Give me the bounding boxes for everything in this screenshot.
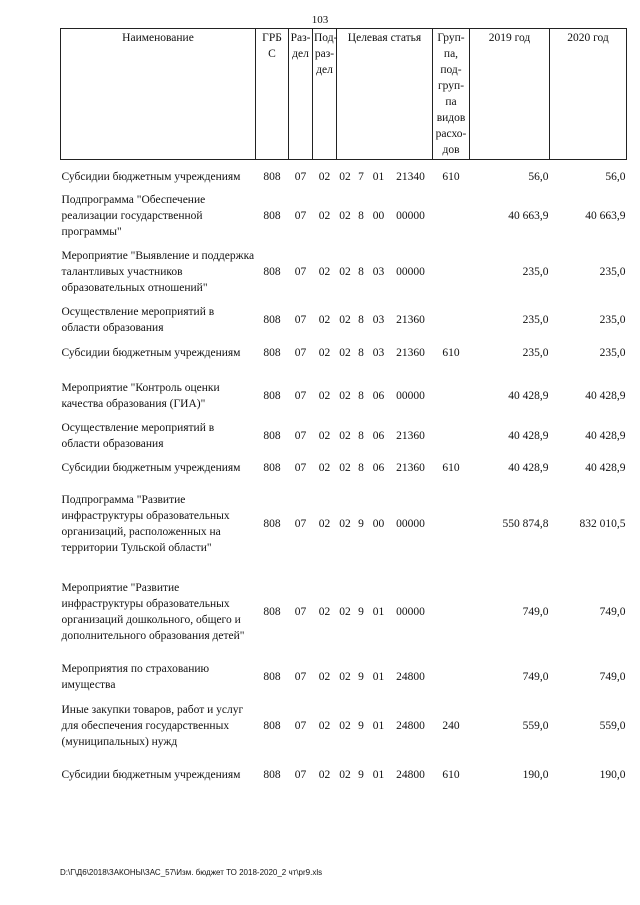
row-podrazdel: 02	[318, 265, 331, 278]
row-grbs: 808	[263, 170, 281, 183]
row-value-2019: 40 428,9	[508, 389, 549, 402]
row-value-2020: 235,0	[599, 346, 626, 359]
header-podrazdel: Под- раз- дел	[313, 29, 337, 160]
row-name: Иные закупки товаров, работ и услуг для обеспечения государственных (муниципальных) нужд	[61, 703, 244, 748]
row-razdel: 07	[294, 170, 307, 183]
row-expense-group	[433, 304, 470, 336]
row-podrazdel: 02	[318, 209, 331, 222]
row-name: Подпрограмма "Обеспечение реализации государственной программы"	[61, 193, 206, 238]
row-target-code: 00000	[396, 209, 425, 222]
header-2020: 2020 год	[550, 29, 627, 160]
row-grbs: 808	[263, 517, 281, 530]
row-value-2020: 749,0	[599, 605, 626, 618]
row-target-subprogram: 9	[358, 517, 364, 530]
table-row	[61, 660, 627, 694]
row-expense-group	[433, 660, 470, 694]
row-target-event: 01	[372, 719, 385, 732]
header-razdel: Раз- дел	[289, 29, 313, 160]
row-grbs: 808	[263, 670, 281, 683]
row-value-2020: 235,0	[599, 313, 626, 326]
row-podrazdel: 02	[318, 461, 331, 474]
row-value-2020: 832 010,5	[579, 517, 626, 530]
row-value-2019: 559,0	[522, 719, 549, 732]
row-value-2019: 40 428,9	[508, 429, 549, 442]
header-name: Наименование	[61, 29, 256, 160]
table-row	[61, 758, 627, 792]
table-row	[61, 192, 627, 240]
header-group: Груп- па, под- груп- па видов расхо- дов	[433, 29, 470, 160]
row-name: Субсидии бюджетным учреждениям	[61, 461, 241, 474]
row-target-subprogram: 8	[358, 429, 364, 442]
row-value-2020: 40 428,9	[585, 389, 626, 402]
row-target-event: 03	[372, 313, 385, 326]
row-target-code: 00000	[396, 389, 425, 402]
row-podrazdel: 02	[318, 429, 331, 442]
row-target-subprogram: 8	[358, 209, 364, 222]
row-target-program: 02	[339, 346, 351, 359]
row-target-subprogram: 9	[358, 768, 364, 781]
row-razdel: 07	[294, 346, 307, 359]
row-value-2020: 56,0	[605, 170, 626, 183]
row-value-2019: 190,0	[522, 768, 549, 781]
row-target-event: 06	[372, 389, 385, 402]
row-name: Осуществление мероприятий в области образования	[61, 305, 215, 334]
row-name: Мероприятие "Развитие инфраструктуры образовательных организаций дошкольного, общего и дополнительного образования детей"	[61, 581, 245, 642]
header-target: Целевая статья	[337, 29, 433, 160]
row-value-2019: 235,0	[522, 313, 549, 326]
table-header	[61, 29, 627, 160]
row-podrazdel: 02	[318, 313, 331, 326]
header-2019: 2019 год	[470, 29, 550, 160]
row-value-2019: 40 663,9	[508, 209, 549, 222]
row-grbs: 808	[263, 768, 281, 781]
row-grbs: 808	[263, 429, 281, 442]
table-row	[61, 240, 627, 304]
row-value-2019: 749,0	[522, 670, 549, 683]
row-target-subprogram: 7	[358, 170, 364, 183]
row-target-code: 00000	[396, 265, 425, 278]
row-target-event: 01	[372, 170, 385, 183]
row-value-2019: 235,0	[522, 265, 549, 278]
row-name: Субсидии бюджетным учреждениям	[61, 768, 241, 781]
row-name: Подпрограмма "Развитие инфраструктуры образовательных организаций, расположенных на территории Тульской области"	[61, 493, 230, 554]
row-razdel: 07	[294, 768, 307, 781]
row-grbs: 808	[263, 389, 281, 402]
row-podrazdel: 02	[318, 605, 331, 618]
row-expense-group: 610	[442, 461, 460, 474]
row-podrazdel: 02	[318, 517, 331, 530]
row-grbs: 808	[263, 313, 281, 326]
page-number: 103	[311, 14, 329, 26]
table-row	[61, 414, 627, 452]
table-row	[61, 160, 627, 192]
row-grbs: 808	[263, 265, 281, 278]
row-razdel: 07	[294, 313, 307, 326]
row-target-code: 21340	[396, 170, 425, 183]
row-name: Субсидии бюджетным учреждениям	[61, 170, 241, 183]
row-podrazdel: 02	[318, 670, 331, 683]
table-row	[61, 694, 627, 758]
row-podrazdel: 02	[318, 389, 331, 402]
row-razdel: 07	[294, 389, 307, 402]
row-target-program: 02	[339, 517, 351, 530]
row-value-2020: 235,0	[599, 265, 626, 278]
row-target-program: 02	[339, 389, 351, 402]
table-body	[61, 160, 627, 792]
row-target-event: 06	[372, 461, 385, 474]
row-target-code: 00000	[396, 517, 425, 530]
row-target-subprogram: 9	[358, 670, 364, 683]
row-target-subprogram: 9	[358, 719, 364, 732]
row-expense-group	[433, 484, 470, 564]
row-grbs: 808	[263, 209, 281, 222]
row-grbs: 808	[263, 461, 281, 474]
row-expense-group: 610	[442, 170, 460, 183]
row-target-subprogram: 8	[358, 389, 364, 402]
row-target-program: 02	[339, 209, 351, 222]
row-expense-group: 610	[442, 768, 460, 781]
row-target-program: 02	[339, 719, 351, 732]
row-name: Мероприятия по страхованию имущества	[61, 662, 210, 691]
row-expense-group: 240	[442, 719, 460, 732]
row-target-program: 02	[339, 670, 351, 683]
row-value-2019: 56,0	[528, 170, 549, 183]
row-target-subprogram: 8	[358, 313, 364, 326]
row-target-subprogram: 8	[358, 461, 364, 474]
table-row	[61, 564, 627, 660]
row-razdel: 07	[294, 209, 307, 222]
row-value-2020: 190,0	[599, 768, 626, 781]
table-row	[61, 304, 627, 336]
row-target-program: 02	[339, 313, 351, 326]
row-expense-group	[433, 240, 470, 304]
row-target-code: 21360	[396, 313, 425, 326]
row-grbs: 808	[263, 346, 281, 359]
table-row	[61, 370, 627, 414]
row-grbs: 808	[263, 605, 281, 618]
row-name: Мероприятие "Выявление и поддержка талантливых участников образовательных отношений"	[61, 249, 255, 294]
row-podrazdel: 02	[318, 768, 331, 781]
row-target-event: 01	[372, 605, 385, 618]
row-name: Осуществление мероприятий в области образования	[61, 421, 215, 450]
table-row	[61, 452, 627, 484]
row-value-2020: 749,0	[599, 670, 626, 683]
row-expense-group	[433, 564, 470, 660]
row-target-program: 02	[339, 461, 351, 474]
row-razdel: 07	[294, 265, 307, 278]
row-podrazdel: 02	[318, 170, 331, 183]
row-razdel: 07	[294, 517, 307, 530]
row-expense-group: 610	[442, 346, 460, 359]
row-target-program: 02	[339, 429, 351, 442]
row-target-event: 03	[372, 346, 385, 359]
row-name: Мероприятие "Контроль оценки качества образования (ГИА)"	[61, 381, 220, 410]
row-target-program: 02	[339, 768, 351, 781]
row-razdel: 07	[294, 461, 307, 474]
row-razdel: 07	[294, 719, 307, 732]
row-target-code: 24800	[396, 768, 425, 781]
row-expense-group	[433, 192, 470, 240]
table-row	[61, 484, 627, 564]
row-target-program: 02	[339, 605, 351, 618]
row-target-code: 24800	[396, 719, 425, 732]
row-expense-group	[433, 414, 470, 452]
table-row	[61, 336, 627, 370]
row-name: Субсидии бюджетным учреждениям	[61, 346, 241, 359]
row-target-code: 00000	[396, 605, 425, 618]
row-value-2020: 40 663,9	[585, 209, 626, 222]
row-target-event: 00	[372, 209, 385, 222]
row-razdel: 07	[294, 670, 307, 683]
row-razdel: 07	[294, 605, 307, 618]
row-target-event: 01	[372, 768, 385, 781]
row-value-2019: 749,0	[522, 605, 549, 618]
row-value-2020: 559,0	[599, 719, 626, 732]
row-razdel: 07	[294, 429, 307, 442]
row-podrazdel: 02	[318, 346, 331, 359]
row-target-code: 21360	[396, 346, 425, 359]
row-target-event: 01	[372, 670, 385, 683]
row-target-program: 02	[339, 170, 351, 183]
row-target-code: 21360	[396, 429, 425, 442]
row-target-code: 21360	[396, 461, 425, 474]
row-podrazdel: 02	[318, 719, 331, 732]
row-target-subprogram: 8	[358, 346, 364, 359]
row-value-2019: 550 874,8	[502, 517, 549, 530]
budget-table	[60, 28, 627, 792]
header-grbs: ГРБ С	[256, 29, 289, 160]
row-target-subprogram: 8	[358, 265, 364, 278]
row-value-2020: 40 428,9	[585, 461, 626, 474]
row-target-program: 02	[339, 265, 351, 278]
row-target-code: 24800	[396, 670, 425, 683]
row-target-event: 06	[372, 429, 385, 442]
row-target-event: 03	[372, 265, 385, 278]
row-expense-group	[433, 370, 470, 414]
row-value-2019: 235,0	[522, 346, 549, 359]
file-path-footer: D:\Г\Д6\2018\ЗАКОНЫ\ЗАС_57\Изм. бюджет ТО 2018-2020_2 чт\pr9.xls	[60, 868, 323, 877]
row-grbs: 808	[263, 719, 281, 732]
row-target-subprogram: 9	[358, 605, 364, 618]
row-value-2019: 40 428,9	[508, 461, 549, 474]
row-value-2020: 40 428,9	[585, 429, 626, 442]
row-target-event: 00	[372, 517, 385, 530]
